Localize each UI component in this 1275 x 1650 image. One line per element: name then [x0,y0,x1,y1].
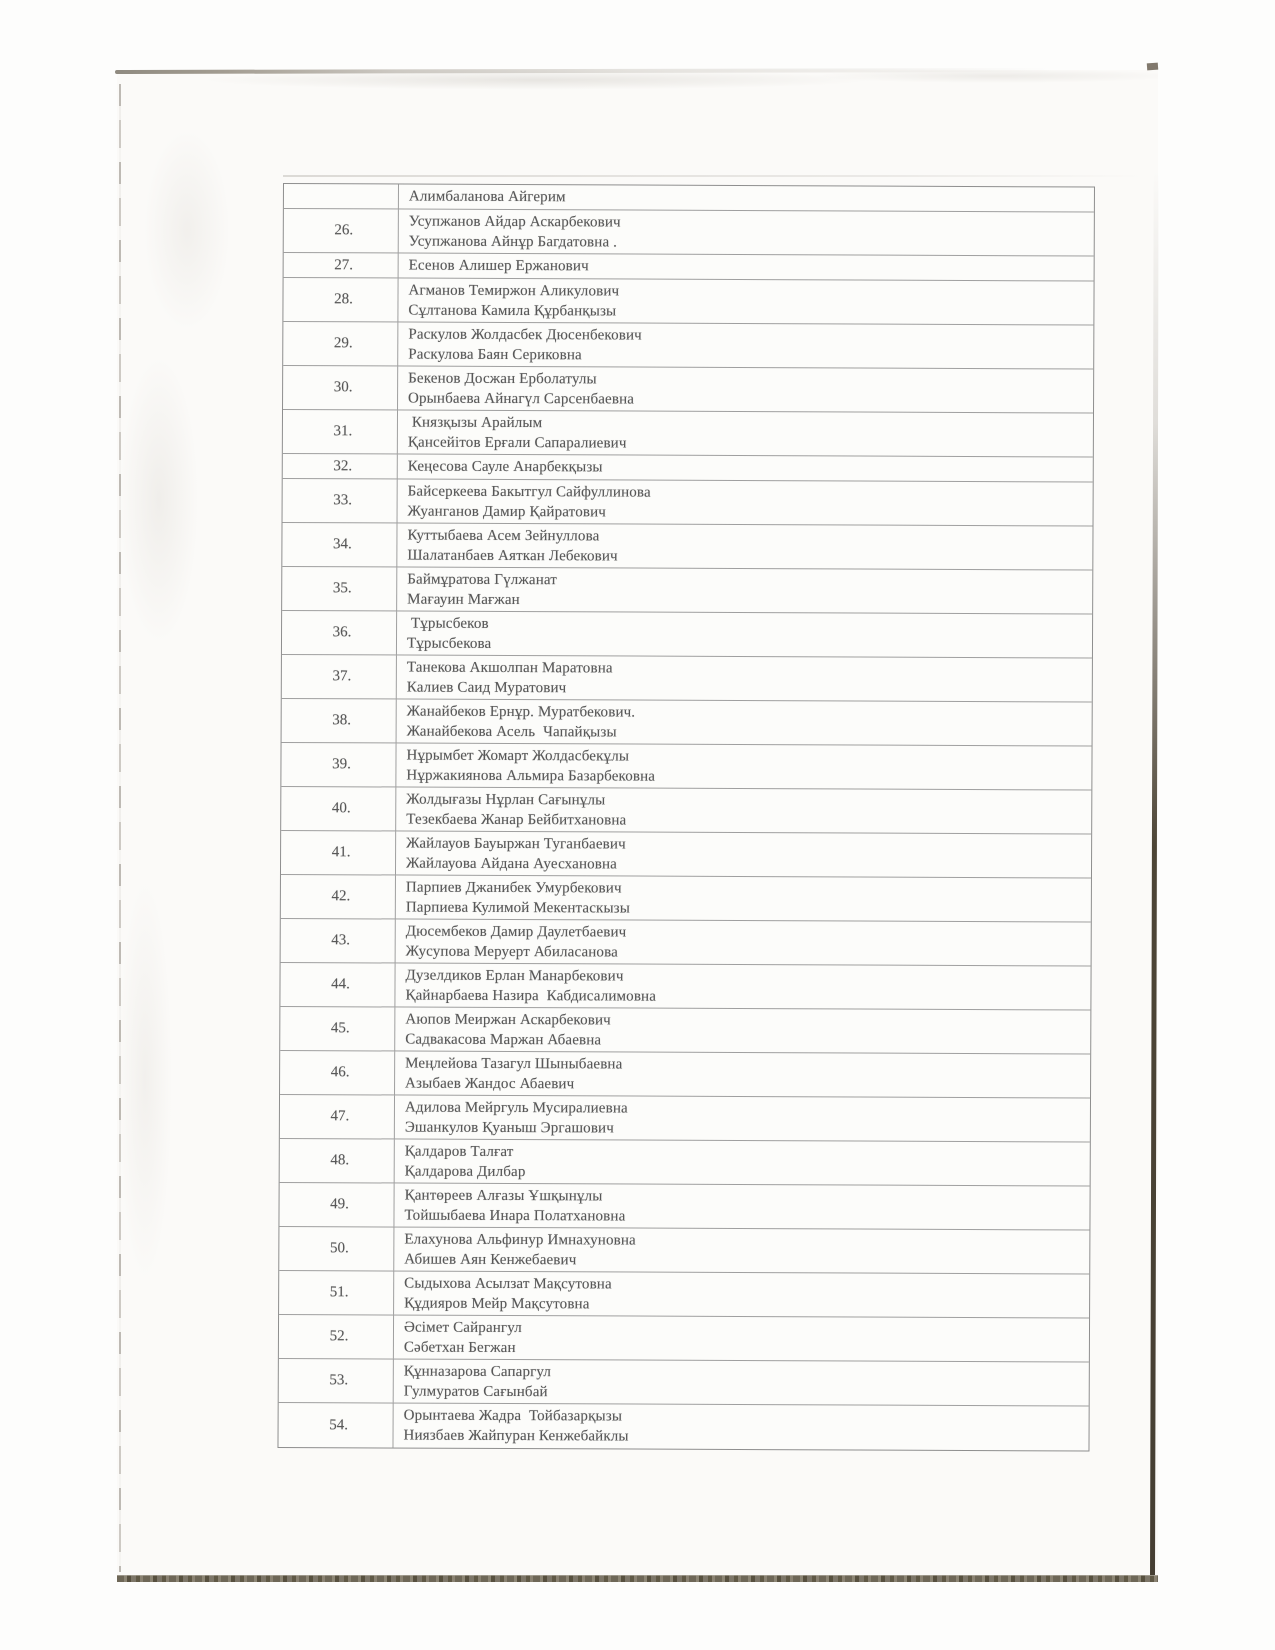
row-names [394,1315,1089,1361]
scan-corner-mark [1147,63,1158,71]
row-names [394,1271,1089,1317]
row-number: 53. [279,1359,394,1403]
table-row [279,1271,1089,1319]
name-line: Ниязбаев Жайпуран Кенжебайклы [403,1427,629,1445]
row-number: 46. [280,1051,395,1095]
row-names [398,323,1093,369]
row-number: 47. [280,1095,395,1139]
table-row [281,831,1091,879]
table-row [282,567,1092,615]
table-row [280,1139,1090,1187]
row-number: 44. [280,963,395,1007]
table-row [282,523,1092,571]
name-line: Калиев Саид Муратович [406,679,567,696]
table-row [279,1359,1089,1407]
table-row [279,1183,1089,1231]
name-line: Танекова Акшолпан Маратовна [406,659,613,676]
name-line: Эшанкулов Қуаныш Эргашович [404,1119,614,1136]
name-line: Дузелдиков Ерлан Манарбекович [405,967,624,984]
row-number: 37. [282,655,397,699]
name-line: Сұлтанова Камила Құрбанқызы [408,302,617,319]
name-line: Қантөреев Алғазы Ұшқынұлы [404,1187,603,1204]
name-line: Мағауин Мағжан [407,591,520,608]
name-line: Жайлауова Айдана Ауесхановна [405,855,618,872]
name-line: Елахунова Альфинур Имнахуновна [404,1231,636,1249]
table-row [280,1051,1090,1099]
roster-table [277,183,1095,1452]
row-number: 28. [283,278,398,322]
name-line: Жолдығазы Нұрлан Сағынұлы [406,791,606,808]
name-line: Құдияров Мейр Мақсутовна [404,1295,590,1312]
name-line: Кеңесова Сауле Анарбекқызы [407,458,603,476]
row-number: 49. [279,1183,394,1227]
name-line: Қансейітов Ерғали Сапаралиевич [407,434,627,452]
row-names [396,875,1091,921]
row-number: 29. [283,322,398,366]
table-row [283,366,1093,414]
row-names [395,1139,1090,1185]
table-row [283,479,1093,527]
row-number: 39. [281,743,396,787]
table-row [283,410,1093,458]
row-names [398,279,1093,325]
row-names [396,832,1091,878]
name-line: Тұрысбекова [406,635,492,652]
table-row [281,919,1091,967]
name-line: Қалдарова Дилбар [404,1163,526,1180]
table-row [283,454,1093,483]
name-line: Орынбаева Айнагүл Сарсенбаевна [408,390,635,408]
name-line: Садвакасова Маржан Абаевна [405,1031,602,1048]
name-line: Байсеркеева Бакытгул Сайфуллинова [407,483,651,501]
row-names [398,367,1093,413]
row-number: 35. [282,567,397,611]
name-line: Жанайбеков Ернұр. Муратбекович. [406,703,636,721]
row-number: 45. [280,1007,395,1051]
row-names [398,411,1093,457]
row-names [395,1095,1090,1141]
row-names [394,1183,1089,1229]
name-line: Куттыбаева Асем Зейнуллова [407,527,600,544]
row-names [398,455,1093,482]
name-line: Шалатанбаев Аяткан Лебекович [407,547,618,564]
name-line: Усупжанова Айнұр Багдатовна . [408,233,618,250]
table-row [282,611,1092,659]
page-bottom-edge [117,1575,1158,1582]
name-line: Усупжанов Айдар Аскарбекович [408,213,621,230]
row-names [399,210,1094,256]
name-line: Азыбаев Жандос Абаевич [405,1075,575,1092]
row-names [397,700,1092,746]
row-names [393,1403,1088,1450]
row-names [394,1227,1089,1273]
name-line: Есенов Алишер Ержанович [408,257,589,275]
row-names [397,568,1092,614]
row-names [395,963,1090,1009]
table-row [278,1403,1088,1451]
table-row [279,1227,1089,1275]
name-line: Раскулова Баян Сериковна [408,346,582,363]
table-row [283,322,1093,370]
row-number: 50. [279,1227,394,1271]
row-names [397,612,1092,658]
row-names [394,1359,1089,1405]
row-number: 48. [280,1139,395,1183]
row-names [397,524,1092,570]
name-line: Орынтаева Жадра Тойбазарқызы [403,1407,623,1425]
name-line: Дюсембеков Дамир Даулетбаевич [405,923,627,941]
name-line: Тұрысбеков [407,615,489,632]
name-line: Гулмуратов Сағынбай [403,1383,548,1400]
row-number: 30. [283,366,398,410]
name-line: Раскулов Жолдасбек Дюсенбекович [408,326,642,344]
table-row [280,1007,1090,1055]
table-row [282,655,1092,703]
table-row [284,253,1094,282]
row-number [284,184,399,209]
name-line: Қайнарбаева Назира Кабдисалимовна [405,987,657,1005]
name-line: Абишев Аян Кенжебаевич [404,1251,577,1268]
name-line: Жанайбекова Асель Чапайқызы [406,723,617,740]
row-number: 40. [281,787,396,831]
row-number: 52. [279,1315,394,1359]
table-row [283,278,1093,326]
row-number: 51. [279,1271,394,1315]
name-line: Меңлейова Тазагул Шыныбаевна [405,1055,623,1072]
table-row [284,184,1094,213]
row-number: 33. [283,479,398,523]
row-names [395,1007,1090,1053]
row-number: 26. [284,209,399,253]
table-row [280,963,1090,1011]
row-names [396,919,1091,965]
name-line: Нұрымбет Жомарт Жолдасбекұлы [406,747,630,765]
row-names [396,744,1091,790]
name-line: Құнназарова Сапаргул [403,1363,552,1380]
table-row [282,699,1092,747]
name-line: Жайлауов Бауыржан Туганбаевич [406,835,626,853]
name-line: Адилова Мейргуль Мусиралиевна [404,1099,628,1117]
row-number: 27. [284,253,399,278]
table-row [280,1095,1090,1143]
name-line: Парпиев Джанибек Умурбекович [405,879,622,896]
table-row [279,1315,1089,1363]
row-number: 31. [283,410,398,454]
row-names [395,1051,1090,1097]
name-line: Қалдаров Талғат [404,1143,514,1160]
row-number: 32. [283,454,398,479]
name-line: Князқызы Арайлым [407,414,543,431]
row-names [399,185,1094,212]
name-line: Жуанганов Дамир Қайратович [407,503,607,520]
name-line: Алимбаланова Айгерим [408,188,566,206]
name-line: Тойшыбаева Инара Полатхановна [404,1207,626,1225]
name-line: Нұржакиянова Альмира Базарбековна [406,767,656,785]
name-line: Сыдыхова Асылзат Мақсутовна [404,1275,612,1292]
name-line: Парпиева Кулимой Мекентаскызы [405,899,631,917]
name-line: Тезекбаева Жанар Бейбитхановна [406,811,627,829]
row-number: 34. [282,523,397,567]
row-names [396,788,1091,834]
name-line: Агманов Темиржон Аликулович [408,282,620,299]
table-row [281,787,1091,835]
scan-smudge-line [283,175,1143,177]
name-line: Аюпов Меиржан Аскарбекович [405,1011,611,1028]
name-line: Баймұратова Гүлжанат [407,571,558,588]
name-line: Сәбетхан Бегжан [403,1339,516,1356]
row-number: 38. [282,699,397,743]
table-row [284,209,1094,257]
row-number: 43. [281,919,396,963]
name-line: Жусупова Меруерт Абиласанова [405,943,618,960]
row-number: 36. [282,611,397,655]
row-names [399,254,1094,281]
row-number: 54. [278,1403,393,1448]
page-left-edge [119,84,121,1572]
row-names [398,480,1093,526]
name-line: Бекенов Досжан Ерболатулы [408,370,597,387]
table-row [281,875,1091,923]
row-names [397,656,1092,702]
table-row [281,743,1091,791]
name-line: Әсімет Сайрангул [403,1319,522,1336]
row-number: 42. [281,875,396,919]
row-number: 41. [281,831,396,875]
